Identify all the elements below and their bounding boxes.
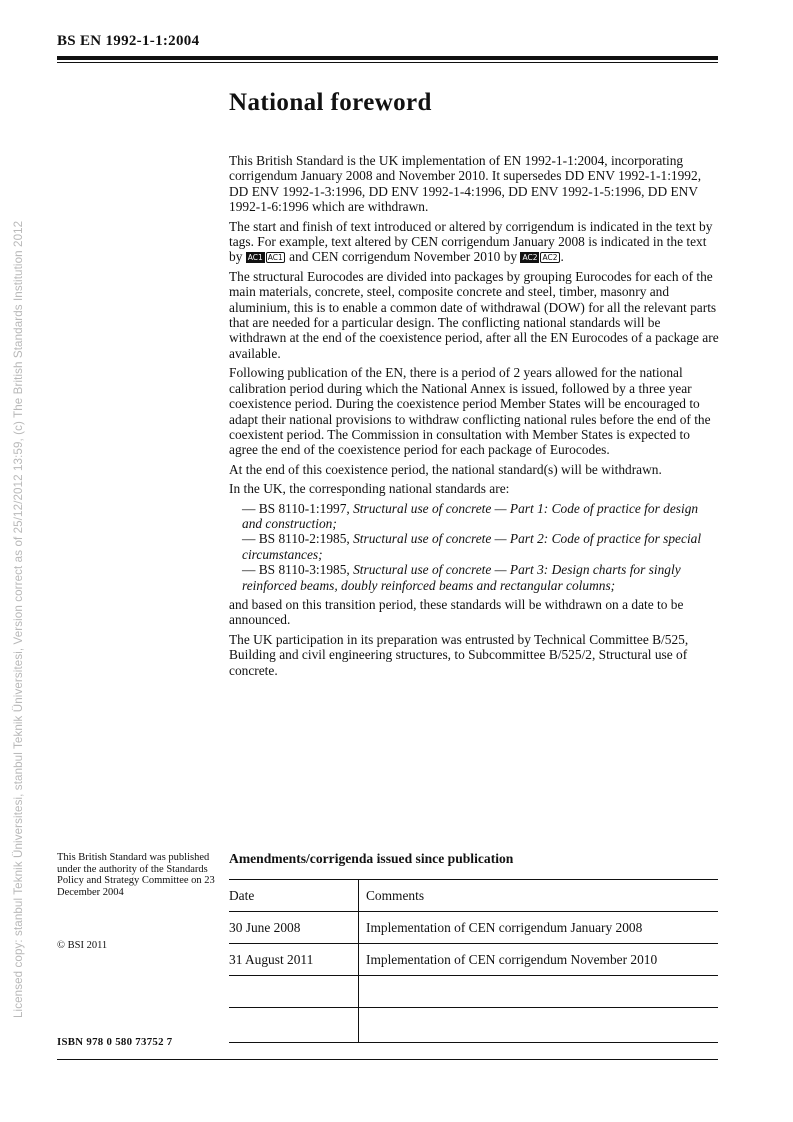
paragraph-committee: The UK participation in its preparation was entrusted by Technical Committee B/525, Building and civil engineering structures, to Subcommittee B/525/2, Structural use of concrete.	[229, 631, 689, 678]
paragraph-withdrawal: and based on this transition period, these standards will be withdrawn on a date to be announced.	[229, 596, 684, 628]
list-item	[242, 501, 721, 532]
license-watermark: Licensed copy: stanbul Teknik Üniversitesi, stanbul Teknik Üniversitesi, Version correct as of 25/12/2012 13:59, (c) The British Standards Institution 2012	[12, 220, 25, 1018]
table-row-empty	[229, 976, 718, 1008]
standard-id-header: BS EN 1992-1-1:2004	[57, 33, 200, 49]
standard-code: — BS 8110-1:1997,	[242, 500, 354, 516]
header-rule-thin	[57, 62, 718, 63]
ac2-open-tag-icon: AC2	[522, 253, 538, 263]
ac1-close-tag-icon: AC1	[267, 253, 283, 263]
copyright-notice: © BSI 2011	[57, 940, 108, 951]
standard-title: Structural use of concrete — Part 3: Design charts for singly reinforced beams, doubly reinforced beams and rectangular columns;	[242, 562, 681, 593]
ac1-open-tag-icon: AC1	[247, 253, 263, 263]
list-item	[242, 562, 721, 593]
amendments-title: Amendments/corrigenda issued since publication	[229, 851, 514, 866]
paragraph-eurocode-packages: The structural Eurocodes are divided into packages by grouping Eurocodes for each of the main materials, concrete, steel, composite concrete and steel, timber, masonry and aluminium, this is to enable a common date of withdrawal (DOW) for all the relevant parts that are needed for a particular design. The conflicting national standards will be withdrawn at the end of the coexistence period, after all the EN Eurocodes of a package are available.	[229, 268, 719, 361]
tags-intro-text: The start and finish of text introduced or altered by corrigendum is indicated in the text by tags. For example, text altered by CEN corrigendum January 2008 is indicated in the text by	[229, 218, 713, 265]
amendment-date: 30 June 2008	[229, 912, 359, 944]
table-header-row	[229, 880, 718, 912]
publication-authority-note: This British Standard was published under the authority of the Standards Policy and Strategy Committee on 23 December 2004	[57, 852, 215, 898]
column-header-date: Date	[229, 880, 359, 912]
footer-rule	[57, 1059, 718, 1060]
tags-end-text: .	[560, 249, 564, 265]
empty-cell	[359, 1008, 719, 1043]
empty-cell	[229, 976, 359, 1008]
superseded-standards-list	[242, 501, 721, 593]
tags-mid-text: and CEN corrigendum November 2010 by	[289, 249, 518, 265]
amendment-date: 31 August 2011	[229, 944, 359, 976]
column-header-comments: Comments	[359, 880, 719, 912]
isbn: ISBN 978 0 580 73752 7	[57, 1036, 173, 1048]
table-row	[229, 944, 718, 976]
amendments-table	[229, 879, 718, 1043]
empty-cell	[359, 976, 719, 1008]
empty-cell	[229, 1008, 359, 1043]
standard-title: Structural use of concrete — Part 2: Code of practice for special circumstances;	[242, 531, 702, 562]
paragraph-coexistence-end: At the end of this coexistence period, the national standard(s) will be withdrawn.	[229, 461, 662, 477]
ac2-close-tag-icon: AC2	[542, 253, 558, 263]
standard-code: — BS 8110-3:1985,	[242, 562, 354, 578]
paragraph-corrigendum-tags	[229, 219, 721, 265]
standard-code: — BS 8110-2:1985,	[242, 531, 354, 547]
paragraph-calibration-period: Following publication of the EN, there is a period of 2 years allowed for the national calibration period during which the National Annex is issued, followed by a three year coexistence period. During the coexistence period Member States will be encouraged to adapt their national provisions to withdraw conflicting national rules before the end of the coexistent period. The Commission in consultation with Member States is expected to agree the end of the coexistence period for each package of Eurocodes.	[229, 365, 711, 458]
amendment-comment: Implementation of CEN corrigendum January 2008	[359, 912, 719, 944]
list-item	[242, 531, 721, 562]
table-row-empty	[229, 1008, 718, 1043]
standard-title: Structural use of concrete — Part 1: Code of practice for design and construction;	[242, 500, 699, 531]
amendment-comment: Implementation of CEN corrigendum November 2010	[359, 944, 719, 976]
header-rule	[57, 56, 718, 60]
page-title: National foreword	[229, 89, 432, 116]
paragraph-uk-standards-intro: In the UK, the corresponding national standards are:	[229, 481, 510, 497]
table-row	[229, 912, 718, 944]
paragraph-implementation: This British Standard is the UK implementation of EN 1992-1-1:2004, incorporating corrigendum January 2008 and November 2010. It supersedes DD ENV 1992-1-1:1992, DD ENV 1992-1-3:1996, DD ENV 1992-1-4:1996, DD ENV 1992-1-5:1996, DD ENV 1992-1-6:1996 which are withdrawn.	[229, 153, 702, 215]
foreword-body	[229, 153, 721, 682]
